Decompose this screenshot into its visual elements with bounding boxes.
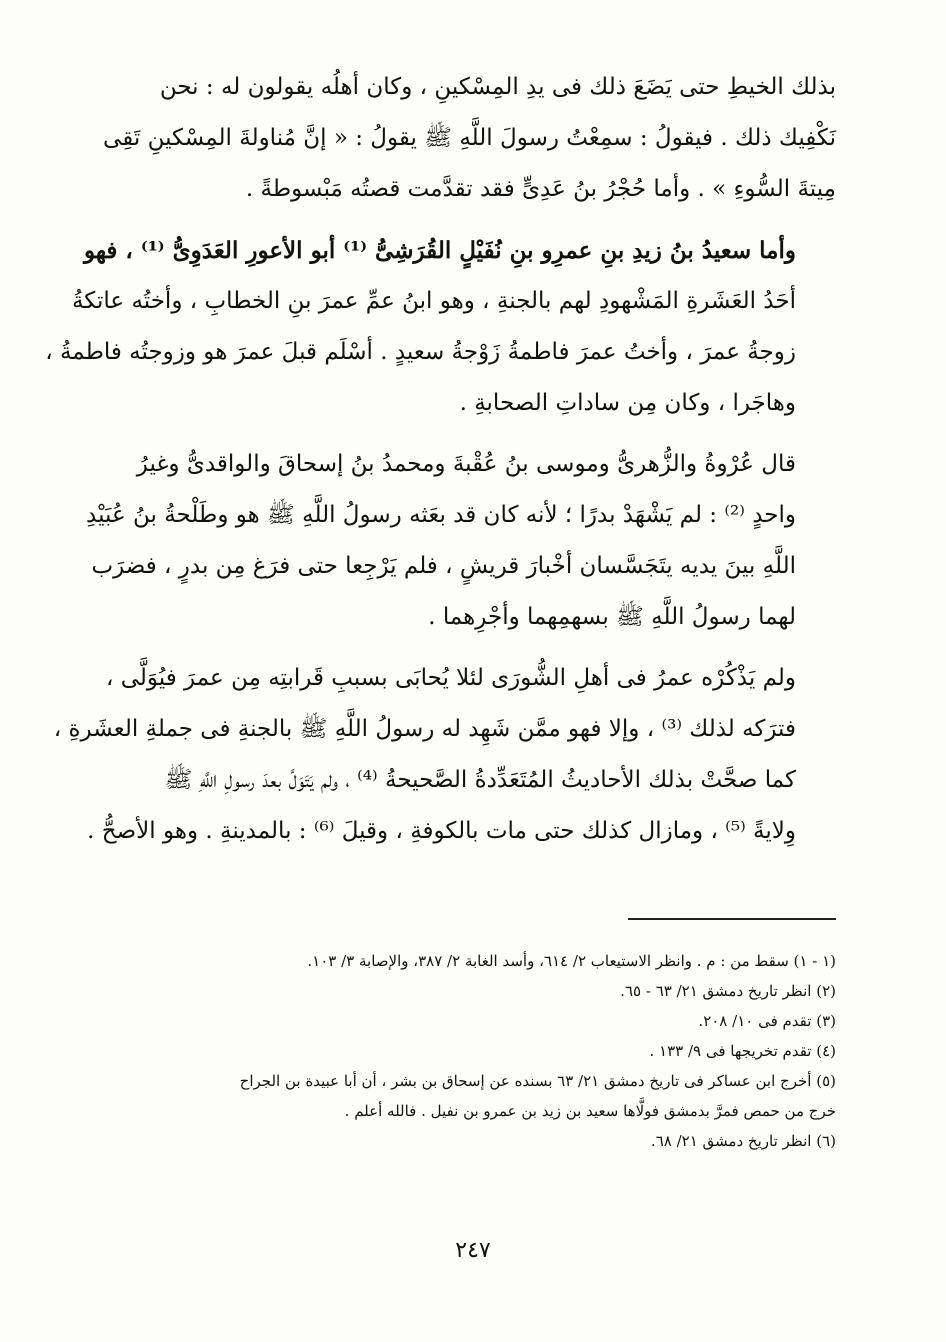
text-line: زوجةُ عمرَ ، وأختُ عمرَ فاطمةُ زَوْجةُ سعيدٍ . أسْلَم قبلَ عمرَ هو وزوجتُه فاطمةُ ، [45, 339, 796, 365]
paragraph-4 [53, 653, 836, 857]
text-line: اللَّهِ بينَ يديه يتَجَسَّسان أخْبارَ قريشٍ ، فلم يَرْجِعا حتى فرَغ مِن بدرٍ ، فضرَب [91, 553, 796, 579]
text-line-heading: وأما سعيدُ بنُ زيدِ بنِ عمرِو بنِ نُفَيْلٍ القُرَشِىُّ ⁽¹⁾ أبو الأعورِ العَدَوِىُّ ⁽¹⁾ ، فهو [83, 237, 796, 264]
text-line: بذلك الخيطِ حتى يَضَعَ ذلك فى يدِ المِسْكينِ ، وكان أهلُه يقولون له : نحن [159, 74, 836, 100]
paragraph-1 [103, 62, 836, 215]
text-line: مِيتةَ السُّوءِ » . وأما حُجْرُ بنُ عَدِىٍّ فقد تقدَّمت قصتُه مَبْسوطةً . [245, 176, 836, 202]
text-line: فترَكه لذلك ⁽³⁾ ، وإلا فهو ممَّن شَهِد له رسولُ اللَّهِ ﷺ بالجنةِ فى جملةِ العشَرةِ ، [53, 716, 796, 742]
text-line: واحدٍ ⁽²⁾ : لم يَشْهَدْ بدرًا ؛ لأنه كان قد بعَثه رسولُ اللَّهِ ﷺ هو وطَلْحةُ بنُ عُبَيْدِ [86, 502, 796, 528]
footnote: (١ - ١) سقط من : م . وانظر الاستيعاب ٢/ ٦١٤، وأسد الغابة ٢/ ٣٨٧، والإصابة ٣/ ١٠٣. [307, 952, 836, 970]
footnote: (٢) انظر تاريخ دمشق ٢١/ ٦٣ - ٦٥. [620, 982, 836, 1000]
text-line: كما صحَّتْ بذلك الأحاديثُ المُتَعَدِّدةُ الصَّحيحةُ ⁽⁴⁾ ، ولم يَتَوَلَّ بعدَ رسولِ اللَّهِ ﷺ [164, 767, 796, 793]
text-line: نَكْفِيك ذلك . فيقولُ : سمِعْتُ رسولَ اللَّهِ ﷺ يقولُ : « إنَّ مُناولةَ المِسْكينِ تَقِى [103, 125, 836, 151]
paragraph-3 [86, 439, 836, 643]
text-line: أحَدُ العَشَرةِ المَشْهودِ لهم بالجنةِ ، وهو ابنُ عمِّ عمرَ بنِ الخطابِ ، وأختُه عاتكةُ [71, 288, 796, 314]
paragraph-2 [45, 225, 836, 429]
footnotes [118, 946, 836, 1156]
text-line: قال عُرْوةُ والزُّهرىُّ وموسى بنُ عُقْبةَ ومحمدُ بنُ إسحاقَ والواقدىُّ وغيرُ [136, 451, 796, 477]
footnote: (٤) تقدم تخريجها فى ٩/ ١٣٣ . [649, 1042, 836, 1060]
footnote: (٣) تقدم فى ١٠/ ٢٠٨. [698, 1012, 836, 1030]
text-line: وهاجَرا ، وكان مِن ساداتِ الصحابةِ . [459, 390, 796, 416]
footnote: (٦) انظر تاريخ دمشق ٢١/ ٦٨. [650, 1132, 836, 1150]
text-line: وِلايةً ⁽⁵⁾ ، ومازال كذلك حتى مات بالكوفةِ ، وقيلَ ⁽⁶⁾ : بالمدينةِ . وهو الأصحُّ . [87, 818, 796, 844]
page-number: ٢٤٧ [455, 1238, 491, 1263]
main-text [45, 62, 836, 867]
text-line: لهما رسولُ اللَّهِ ﷺ بسهمِهما وأجْرِهما . [428, 604, 796, 630]
text-line: ولم يَذْكُرْه عمرُ فى أهلِ الشُّورَى لئلا يُحابَى بسببِ قَرابتِه مِن عمرَ فيُوَلَّى ، [106, 665, 796, 691]
footnote-separator [628, 918, 836, 920]
footnote-continuation: خرج من حمص فمرَّ بدمشق فولَّاها سعيد بن زيد بن عمرو بن نفيل . فالله أعلم . [344, 1102, 836, 1120]
footnote: (٥) أخرج ابن عساكر فى تاريخ دمشق ٢١/ ٦٣ بسنده عن إسحاق بن بشر ، أن أبا عبيدة بن الجراح [239, 1072, 836, 1090]
